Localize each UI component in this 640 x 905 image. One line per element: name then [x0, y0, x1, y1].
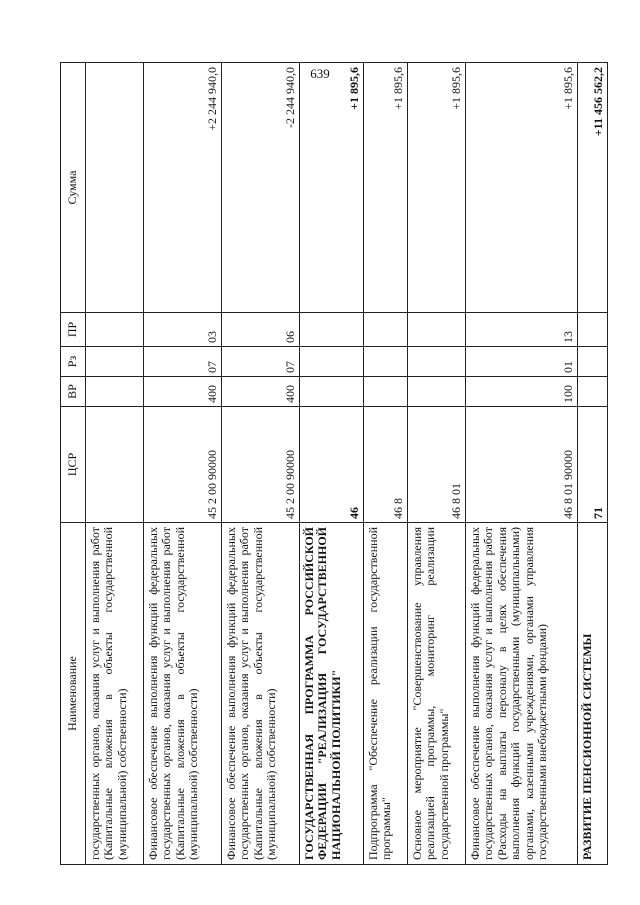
row-csr: 45 2 00 90000 — [144, 407, 222, 523]
row-vr — [86, 377, 144, 407]
row-rz: 07 — [144, 347, 222, 377]
header-pr: ПР — [61, 313, 86, 347]
row-rz — [408, 347, 466, 377]
row-vr — [578, 377, 608, 407]
row-rz: 01 — [466, 347, 578, 377]
row-pr — [578, 313, 608, 347]
row-rz — [578, 347, 608, 377]
row-sum — [86, 63, 144, 313]
header-vr: ВР — [61, 377, 86, 407]
row-pr — [364, 313, 408, 347]
row-rz — [300, 347, 364, 377]
header-sum: Сумма — [61, 63, 86, 313]
row-csr: 46 8 01 — [408, 407, 466, 523]
row-vr — [300, 377, 364, 407]
row-pr: 13 — [466, 313, 578, 347]
row-sum: +1 895,6 — [364, 63, 408, 313]
row-name: ГОСУДАРСТВЕННАЯ ПРОГРАММА РОССИЙСКОЙ ФЕДЕРАЦИИ "РЕАЛИЗАЦИЯ ГОСУДАРСТВЕННОЙ НАЦИОНАЛЬНОЙ ПОЛИТИКИ" — [300, 523, 364, 865]
table-row — [86, 63, 144, 865]
row-name: РАЗВИТИЕ ПЕНСИОННОЙ СИСТЕМЫ — [578, 523, 608, 865]
row-pr: 03 — [144, 313, 222, 347]
header-rz: Рз — [61, 347, 86, 377]
row-vr: 100 — [466, 377, 578, 407]
table-row — [300, 63, 364, 865]
row-sum: -2 244 940,0 — [222, 63, 300, 313]
row-csr: 45 2 00 90000 — [222, 407, 300, 523]
row-pr — [300, 313, 364, 347]
rotated-table-container — [60, 63, 605, 865]
row-sum: +2 244 940,0 — [144, 63, 222, 313]
row-name: Основное мероприятие "Совершенствование управления реализацией программы, мониторинг реализации государственной программы" — [408, 523, 466, 865]
table-row — [408, 63, 466, 865]
header-csr: ЦСР — [61, 407, 86, 523]
row-sum: +1 895,6 — [408, 63, 466, 313]
row-pr — [86, 313, 144, 347]
row-pr — [408, 313, 466, 347]
row-pr: 06 — [222, 313, 300, 347]
row-name: Финансовое обеспечение выполнения функций федеральных государственных органов, оказания услуг и выполнения работ (Капитальные вложения в объекты государственной (муниципальной) собственности) — [222, 523, 300, 865]
table-row — [578, 63, 608, 865]
row-rz — [86, 347, 144, 377]
row-csr: 71 — [578, 407, 608, 523]
row-vr — [364, 377, 408, 407]
row-sum: +1 895,6 — [466, 63, 578, 313]
table-row — [222, 63, 300, 865]
row-name: государственных органов, оказания услуг и выполнения работ (Капитальные вложения в объекты государственной (муниципальной) собственности) — [86, 523, 144, 865]
row-name: Финансовое обеспечение выполнения функций федеральных государственных органов, оказания услуг и выполнения работ (Капитальные вложения в объекты государственной (муниципальной) собственности) — [144, 523, 222, 865]
row-csr: 46 8 — [364, 407, 408, 523]
table-row — [466, 63, 578, 865]
row-rz: 07 — [222, 347, 300, 377]
row-rz — [364, 347, 408, 377]
row-csr: 46 — [300, 407, 364, 523]
row-vr — [408, 377, 466, 407]
row-csr: 46 8 01 90000 — [466, 407, 578, 523]
row-name: Финансовое обеспечение выполнения функций федеральных государственных органов, оказания услуг и выполнения работ (Расходы на выплаты персоналу в целях обеспечения выполнения функций государственными (муниципальными) органами, казенными учреждениями, органами управления государственными внебюджетными фондами) — [466, 523, 578, 865]
header-name: Наименование — [61, 523, 86, 865]
table-row — [144, 63, 222, 865]
row-csr — [86, 407, 144, 523]
row-sum: +1 895,6 — [300, 63, 364, 313]
budget-table — [60, 62, 608, 865]
row-vr: 400 — [222, 377, 300, 407]
row-name: Подпрограмма "Обеспечение реализации государственной программы" — [364, 523, 408, 865]
row-sum: +11 456 562,2 — [578, 63, 608, 313]
row-vr: 400 — [144, 377, 222, 407]
page-number: 639 — [310, 66, 330, 81]
table-row — [364, 63, 408, 865]
table-header-row — [61, 63, 86, 865]
